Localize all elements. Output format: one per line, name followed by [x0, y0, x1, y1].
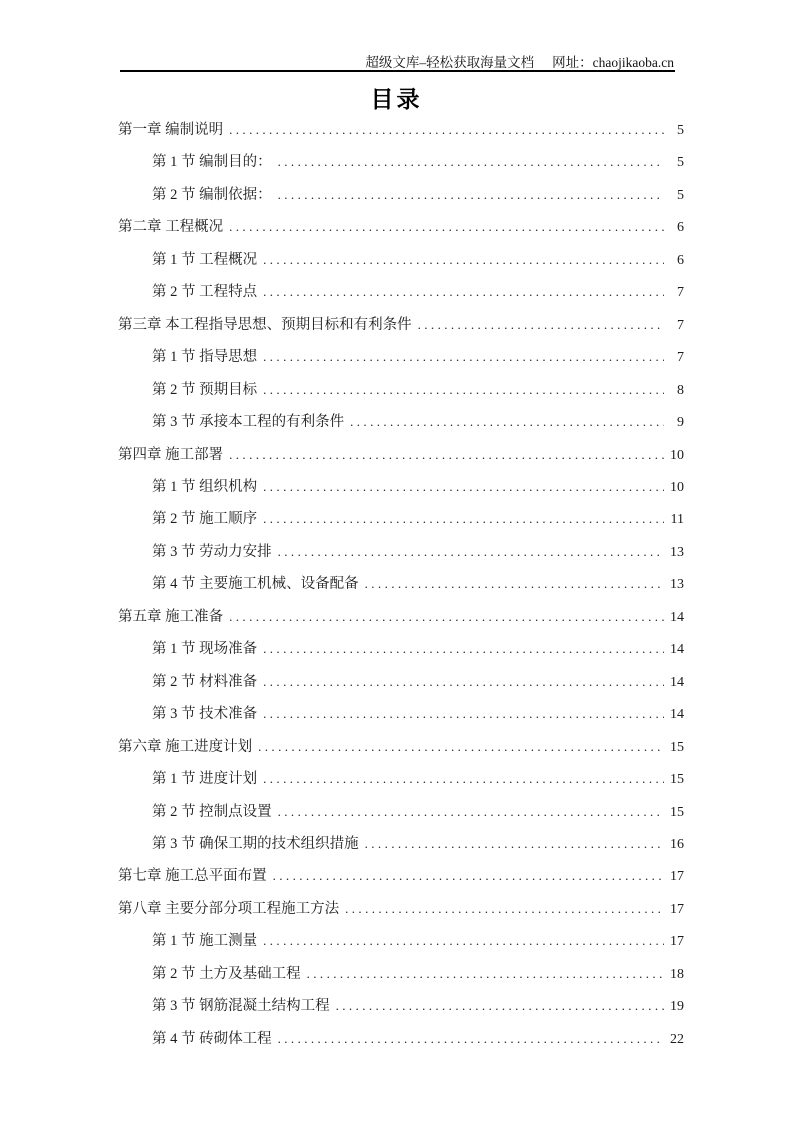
dot-leader	[278, 179, 664, 210]
dot-leader	[263, 763, 664, 794]
toc-entry-label: 第 2 节 控制点设置	[152, 803, 272, 820]
toc-entry-page: 13	[670, 544, 684, 560]
toc-entry-page: 7	[677, 317, 684, 333]
dot-leader	[229, 211, 664, 242]
dot-leader	[278, 1023, 664, 1054]
toc-entry-page: 11	[670, 512, 684, 528]
toc-entry-page: 6	[677, 252, 684, 268]
toc-entry[interactable]	[118, 601, 684, 633]
toc-entry[interactable]	[118, 698, 684, 730]
toc-entry-label: 第 2 节 编制依据：	[152, 186, 272, 203]
dot-leader	[263, 666, 664, 697]
toc-entry[interactable]	[118, 179, 684, 211]
toc-entry-page: 14	[670, 707, 684, 723]
dot-leader	[418, 309, 664, 340]
toc-entry-page: 14	[670, 674, 684, 690]
toc-entry-label: 第 1 节 指导思想	[152, 349, 258, 366]
toc-entry-label: 第 2 节 工程特点	[152, 284, 258, 301]
toc-entry[interactable]	[118, 146, 684, 178]
toc-entry[interactable]	[118, 471, 684, 503]
toc-entry-page: 10	[670, 447, 684, 463]
toc-entry-page: 8	[677, 382, 684, 398]
dot-leader	[263, 374, 664, 405]
dot-leader	[350, 406, 664, 437]
toc-entry-label: 第四章 施工部署	[118, 446, 224, 463]
dot-leader	[273, 860, 664, 891]
toc-entry-label: 第 3 节 承接本工程的有利条件	[152, 414, 345, 431]
toc-entry-page: 15	[670, 772, 684, 788]
toc-entry-label: 第一章 编制说明	[118, 122, 224, 138]
toc-entry-label: 第 1 节 现场准备	[152, 641, 258, 658]
toc-entry[interactable]	[118, 406, 684, 438]
toc-entry-page: 15	[670, 739, 684, 755]
header-url-text: 网址：chaojikaoba.cn	[552, 55, 674, 70]
toc-entry[interactable]	[118, 244, 684, 276]
toc-entry[interactable]	[118, 925, 684, 957]
toc-entry[interactable]	[118, 341, 684, 373]
toc-entry[interactable]	[118, 276, 684, 308]
toc-entry-label: 第 4 节 主要施工机械、设备配备	[152, 576, 359, 593]
toc-entry[interactable]	[118, 309, 684, 341]
toc-entry-label: 第 2 节 施工顺序	[152, 511, 258, 528]
toc-entry-page: 5	[677, 187, 684, 203]
toc-entry-label: 第 1 节 编制目的：	[152, 154, 272, 171]
toc-entry[interactable]	[118, 666, 684, 698]
toc-entry[interactable]	[118, 503, 684, 535]
toc-entry-label: 第八章 主要分部分项工程施工方法	[118, 900, 340, 917]
toc-entry[interactable]	[118, 893, 684, 925]
toc-entry-label: 第七章 施工总平面布置	[118, 868, 267, 885]
toc-entry[interactable]	[118, 211, 684, 243]
toc-entry-page: 18	[670, 966, 684, 982]
toc-entry[interactable]	[118, 374, 684, 406]
toc-entry-label: 第三章 本工程指导思想、预期目标和有利条件	[118, 316, 412, 333]
toc-entry-label: 第 2 节 预期目标	[152, 381, 258, 398]
toc-entry[interactable]	[118, 114, 684, 146]
toc-entry-page: 17	[670, 901, 684, 917]
toc-entry-label: 第 3 节 确保工期的技术组织措施	[152, 835, 359, 852]
toc-entry-page: 15	[670, 804, 684, 820]
toc-entry-label: 第 3 节 钢筋混凝土结构工程	[152, 998, 330, 1015]
dot-leader	[229, 601, 664, 632]
toc-entry-page: 10	[670, 479, 684, 495]
dot-leader	[263, 925, 664, 956]
page-header	[120, 51, 674, 71]
toc-entry-label: 第 3 节 技术准备	[152, 706, 258, 723]
dot-leader	[263, 503, 664, 534]
dot-leader	[278, 796, 664, 827]
toc-entry-label: 第 2 节 土方及基础工程	[152, 965, 301, 982]
page-title: 目录	[370, 87, 423, 112]
toc-entry[interactable]	[118, 860, 684, 892]
toc-entry-page: 5	[677, 155, 684, 171]
toc-entry-page: 14	[670, 609, 684, 625]
toc-entry-page: 14	[670, 642, 684, 658]
toc-entry-label: 第 2 节 材料准备	[152, 673, 258, 690]
toc-entry-label: 第 3 节 劳动力安排	[152, 543, 272, 560]
dot-leader	[278, 536, 664, 567]
dot-leader	[263, 471, 664, 502]
toc-entry[interactable]	[118, 731, 684, 763]
toc-entry-page: 13	[670, 577, 684, 593]
toc-entry-page: 7	[677, 350, 684, 366]
toc-entry-label: 第 4 节 砖砌体工程	[152, 1030, 272, 1047]
dot-leader	[263, 341, 664, 372]
toc-entry-page: 17	[670, 934, 684, 950]
toc-entry[interactable]	[118, 1023, 684, 1055]
dot-leader	[263, 244, 664, 275]
toc-entry-label: 第 1 节 进度计划	[152, 771, 258, 788]
dot-leader	[345, 893, 664, 924]
toc-list	[118, 114, 684, 1055]
dot-leader	[263, 698, 664, 729]
toc-entry[interactable]	[118, 958, 684, 990]
toc-entry-page: 19	[670, 999, 684, 1015]
dot-leader	[263, 276, 664, 307]
toc-entry[interactable]	[118, 439, 684, 471]
toc-entry[interactable]	[118, 990, 684, 1022]
toc-entry[interactable]	[118, 828, 684, 860]
toc-entry-page: 5	[677, 123, 684, 138]
dot-leader	[263, 633, 664, 664]
toc-entry-label: 第 1 节 工程概况	[152, 251, 258, 268]
dot-leader	[278, 146, 664, 177]
toc-entry-label: 第五章 施工准备	[118, 608, 224, 625]
toc-entry[interactable]	[118, 633, 684, 665]
toc-entry[interactable]	[118, 796, 684, 828]
toc-entry-label: 第 1 节 组织机构	[152, 478, 258, 495]
toc-entry-label: 第二章 工程概况	[118, 219, 224, 236]
toc-entry[interactable]	[118, 763, 684, 795]
toc-entry-label: 第 1 节 施工测量	[152, 933, 258, 950]
toc-entry-page: 22	[670, 1031, 684, 1047]
dot-leader	[229, 114, 664, 145]
header-site-text: 超级文库–轻松获取海量文档	[365, 55, 535, 70]
toc-entry-page: 17	[670, 869, 684, 885]
dot-leader	[307, 958, 664, 989]
header-rule-line	[120, 70, 675, 72]
dot-leader	[365, 828, 664, 859]
toc-entry[interactable]	[118, 568, 684, 600]
toc-entry-page: 7	[677, 285, 684, 301]
toc-entry-label: 第六章 施工进度计划	[118, 738, 253, 755]
toc-entry-page: 9	[677, 415, 684, 431]
dot-leader	[336, 990, 664, 1021]
toc-entry-page: 16	[670, 836, 684, 852]
toc-entry-page: 6	[677, 220, 684, 236]
dot-leader	[229, 439, 664, 470]
toc-entry[interactable]	[118, 536, 684, 568]
dot-leader	[365, 568, 664, 599]
dot-leader	[258, 731, 664, 762]
